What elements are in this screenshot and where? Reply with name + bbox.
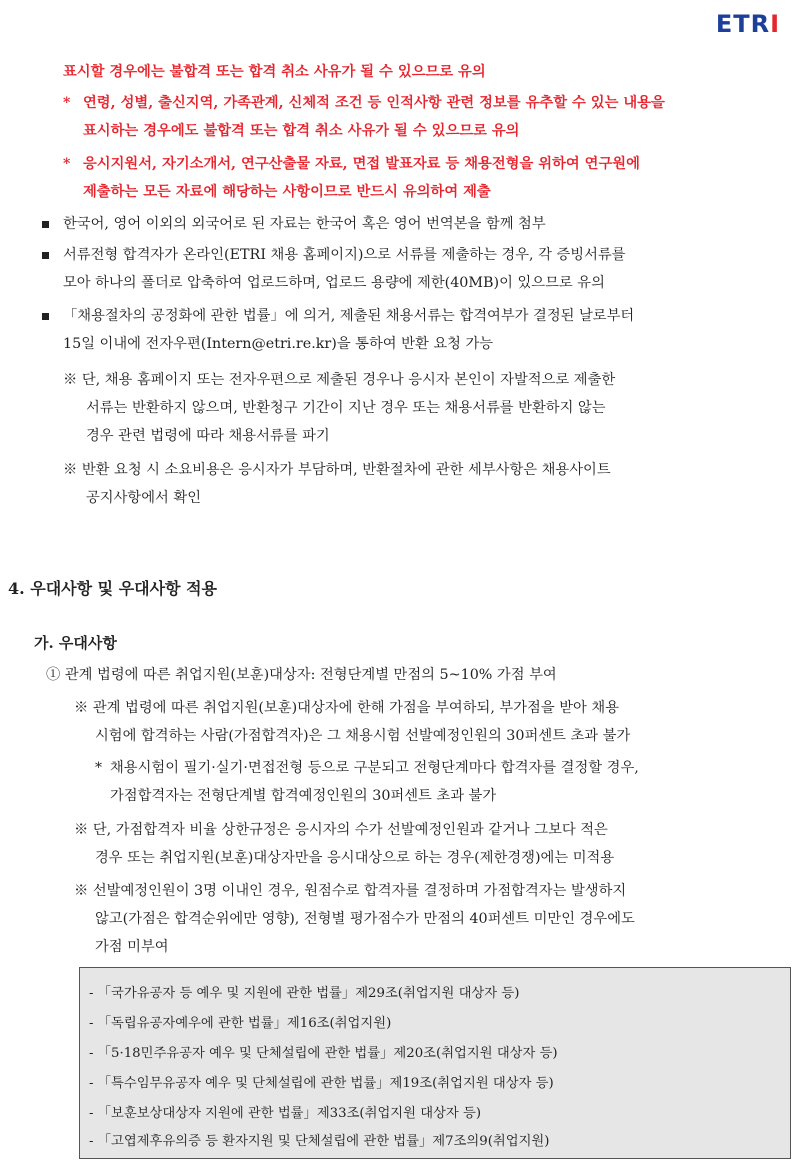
red-note-line: 연령, 성별, 출신지역, 가족관계, 신체적 조건 등 인적사항 관련 정보를 유추할 수 있는 내용을 (83, 95, 665, 111)
logo-text: ETR (715, 10, 771, 38)
law-item: - 「국가유공자 등 예우 및 지원에 관한 법률」제29조(취업지원 대상자 등) (89, 986, 520, 1001)
remark-line: 가점 미부여 (95, 939, 169, 955)
law-item: - 「보훈보상대상자 지원에 관한 법률」제33조(취업지원 대상자 등) (89, 1106, 482, 1121)
note-line: 모아 하나의 폴더로 압축하여 업로드하며, 업로드 용량에 제한(40MB)이 있으므로 유의 (63, 275, 605, 291)
preference-item: ① 관계 법령에 따른 취업지원(보훈)대상자: 전형단계별 만점의 5~10% 가점 부여 (46, 667, 557, 683)
law-item: - 「고엽제후유의증 등 환자지원 및 단체설립에 관한 법률」제7조의9(취업지원) (89, 1134, 550, 1149)
red-bullet: * (63, 95, 71, 111)
note-line: 한국어, 영어 이외의 외국어로 된 자료는 한국어 혹은 영어 번역본을 함께 첨부 (63, 216, 546, 232)
law-item: - 「독립유공자예우에 관한 법률」제16조(취업지원) (89, 1016, 392, 1031)
remark-line: 경우 관련 법령에 따라 채용서류를 파기 (86, 428, 330, 444)
sub-bullet: * (95, 760, 102, 776)
law-item: - 「특수임무유공자 예우 및 단체설립에 관한 법률」제19조(취업지원 대상자 등) (89, 1076, 554, 1091)
remark-line: ※ 선발예정인원이 3명 이내인 경우, 원점수로 합격자를 결정하며 가점합격자는 발생하지 (74, 883, 627, 899)
remark-line: ※ 단, 가점합격자 비율 상한규정은 응시자의 수가 선발예정인원과 같거나 그보다 적은 (74, 822, 608, 838)
square-bullet (42, 221, 49, 228)
remark-line: ※ 반환 요청 시 소요비용은 응시자가 부담하며, 반환절차에 관한 세부사항은 채용사이트 (63, 462, 611, 478)
remark-line: 경우 또는 취업지원(보훈)대상자만을 응시대상으로 하는 경우(제한경쟁)에는 미적용 (95, 850, 615, 866)
note-line: 15일 이내에 전자우편(Intern@etri.re.kr)을 통하여 반환 요청 가능 (63, 336, 494, 352)
law-list-box (79, 967, 791, 1159)
logo-accent-text: I (770, 10, 780, 38)
remark-line: 공지사항에서 확인 (86, 490, 202, 506)
section-title: 4. 우대사항 및 우대사항 적용 (8, 579, 218, 598)
remark-line: 시험에 합격하는 사람(가점합격자)은 그 채용시험 선발예정인원의 30퍼센트 초과 불가 (95, 728, 631, 744)
remark-line: 채용시험이 필기·실기·면접전형 등으로 구분되고 전형단계마다 합격자를 결정할 경우, (110, 760, 639, 776)
remark-line: ※ 단, 채용 홈페이지 또는 전자우편으로 제출된 경우나 응시자 본인이 자발적으로 제출한 (63, 372, 616, 388)
subsection-title: 가. 우대사항 (34, 634, 117, 652)
red-note-line: 표시하는 경우에도 불합격 또는 합격 취소 사유가 될 수 있으므로 유의 (83, 123, 520, 139)
note-line: 서류전형 합격자가 온라인(ETRI 채용 홈페이지)으로 서류를 제출하는 경우, 각 증빙서류를 (63, 247, 626, 263)
note-line: 「채용절차의 공정화에 관한 법률」에 의거, 제출된 채용서류는 합격여부가 결정된 날로부터 (63, 308, 635, 324)
square-bullet (42, 252, 49, 259)
remark-line: 서류는 반환하지 않으며, 반환청구 기간이 지난 경우 또는 채용서류를 반환하지 않는 (86, 400, 606, 416)
square-bullet (42, 313, 49, 320)
etri-logo (716, 10, 780, 38)
remark-line: 않고(가점은 합격순위에만 영향), 전형별 평가점수가 만점의 40퍼센트 미만인 경우에도 (95, 911, 635, 927)
red-note-line: 표시할 경우에는 불합격 또는 합격 취소 사유가 될 수 있으므로 유의 (63, 64, 486, 80)
red-note-line: 응시지원서, 자기소개서, 연구산출물 자료, 면접 발표자료 등 채용전형을 위하여 연구원에 (83, 156, 640, 172)
remark-line: ※ 관계 법령에 따른 취업지원(보훈)대상자에 한해 가점을 부여하되, 부가점을 받아 채용 (74, 700, 620, 716)
red-bullet: * (63, 156, 71, 172)
remark-line: 가점합격자는 전형단계별 합격예정인원의 30퍼센트 초과 불가 (110, 788, 497, 804)
law-item: - 「5·18민주유공자 예우 및 단체설립에 관한 법률」제20조(취업지원 대상자 등) (89, 1046, 558, 1061)
red-note-line: 제출하는 모든 자료에 해당하는 사항이므로 반드시 유의하여 제출 (83, 184, 491, 200)
